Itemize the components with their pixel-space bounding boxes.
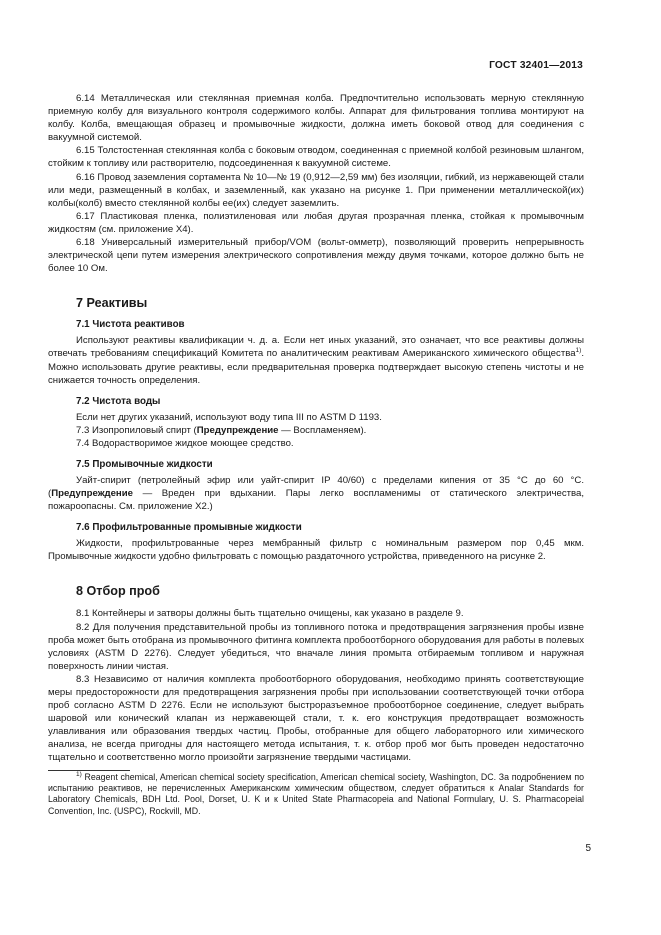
document-code-header: ГОСТ 32401—2013 xyxy=(489,60,583,71)
footnote-reference[interactable]: 1) xyxy=(575,347,582,355)
paragraph-7-5-text-b: — Вреден при вдыхании. Пары легко воспламенимы от статического электричества, пожароопасны. См. приложение Х2.) xyxy=(48,488,584,513)
paragraph-6-18: 6.18 Универсальный измерительный прибор/VOM (вольт-омметр), позволяющий проверить непрерывность электрической цепи путем измерения электрического сопротивления между двумя точками, которое должно быть не более 10 Ом. xyxy=(48,237,584,275)
subsection-7-2-heading: 7.2 Чистота воды xyxy=(76,395,161,407)
footnote-marker: 1) xyxy=(76,770,82,778)
section-8-heading: 8 Отбор проб xyxy=(76,584,160,599)
paragraph-7-1-text-a: Используют реактивы квалификации ч. д. а. Если нет иных указаний, это означает, что все реактивы должны отвечать требованиям спецификаций Комитета по аналитическим реактивам Американского химического общества xyxy=(48,335,584,360)
paragraph-6-15: 6.15 Толстостенная стеклянная колба с боковым отводом, соединенная с приемной колбой резиновым шлангом, стойким к топливу или растворителю, подсоединенная к вакуумной системе. xyxy=(48,145,584,170)
footnote-divider xyxy=(48,770,130,771)
paragraph-6-16: 6.16 Провод заземления сортамента № 10—№ 19 (0,912—2,59 мм) без изоляции, гибкий, из нержавеющей стали или меди, размещенный в колбах, и заземленный, как указано на рисунке 1. При применении металлической(их) колбы(колб) вместо стеклянной колбы ее(их) следует заземлить. xyxy=(48,171,584,209)
paragraph-7-4: 7.4 Водорастворимое жидкое моющее средство. xyxy=(76,437,294,449)
footnote xyxy=(48,772,584,818)
page-number: 5 xyxy=(585,843,591,854)
document-body xyxy=(48,92,584,817)
paragraph-6-17: 6.17 Пластиковая пленка, полиэтиленовая или любая другая прозрачная пленка, стойкая к промывочным жидкостям (см. приложение Х4). xyxy=(48,210,584,235)
paragraph-7-3-text-b: — Воспламеняем). xyxy=(278,424,367,436)
paragraph-7-3 xyxy=(48,424,584,437)
paragraph-7-5-text-a: Уайт-спирит (петролейный эфир или уайт-спирит IP 40/60) с пределами кипения от 35 °С до 60 °С. ( xyxy=(48,474,584,500)
paragraph-6-14: 6.14 Металлическая или стеклянная приемная колба. Предпочтительно использовать мерную стеклянную приемную колбу для визуального контроля содержимого колбы. Аппарат для фильтрования топлива монтируют на колбу. Колба, вмещающая образец и промывочные жидкости, должна иметь боковой отвод для соединения с вакуумной системой. xyxy=(48,93,584,144)
footnote-text: Reagent chemical, American chemical society specification, American chemical society, Washington, DC. За подробнением по испытанию реактивов, не перечисленных Американским химическим обществом, следует обратиться к Analar Standards for Laboratory Chemicals, BDH Ltd. Pool, Dorset, U. K и к United State Pharmacopeia and National Formulary, U. S. Pharmacopeial Convention, Inc. (USPC), Rockvill, MD. xyxy=(48,771,584,816)
section-7-heading: 7 Реактивы xyxy=(76,296,148,311)
paragraph-7-3-text-a: 7.3 Изопропиловый спирт ( xyxy=(76,424,197,436)
subsection-7-1-heading: 7.1 Чистота реактивов xyxy=(76,319,185,331)
warning-label: Предупреждение xyxy=(51,488,133,500)
warning-label: Предупреждение xyxy=(196,424,279,436)
paragraph-7-1 xyxy=(48,334,584,386)
paragraph-8-2: 8.2 Для получения представительной пробы из топливного потока и предотвращения загрязнения пробы извне проба может быть отобрана из промывочного фитинга комплекта пробоотборного оборудования для работы в полевых условиях (ASTM D 2276). Следует убедиться, что вначале линия промыта отбираемым топливом и наружная поверхность линии чистая. xyxy=(48,621,584,672)
paragraph-8-1: 8.1 Контейнеры и затворы должны быть тщательно очищены, как указано в разделе 9. xyxy=(76,608,464,620)
paragraph-7-6: Жидкости, профильтрованные через мембранный фильтр с номинальным размером пор 0,45 мкм. Промывочные жидкости удобно фильтровать с помощью раздаточного устройства, приведенного на рисунке 2. xyxy=(48,538,584,563)
paragraph-7-1-text-b: . Можно использовать другие реактивы, если предварительная проверка подтверждает высокую степень чистоты и не снижается точность определения. xyxy=(48,348,584,386)
paragraph-7-2: Если нет других указаний, используют воду типа III по ASTM D 1193. xyxy=(76,411,382,423)
subsection-7-5-heading: 7.5 Промывочные жидкости xyxy=(76,458,213,470)
subsection-7-6-heading: 7.6 Профильтрованные промывные жидкости xyxy=(76,522,302,534)
paragraph-7-5 xyxy=(48,474,584,513)
paragraph-8-3: 8.3 Независимо от наличия комплекта пробоотборного оборудования, необходимо принять соответствующие меры предосторожности для предотвращения загрязнения пробы при использовании соответствующей точки отбора проб согласно ASTM D 2276. Если не используют быстроразъемное пробоотборное соединение, следует выбрать шаровой или конический клапан из нержавеющей стали, т. к. его конструкция предотвращает возможность улавливания или образования твердых частиц. Пробы, отобранные для общего лабораторного или химического анализа, не всегда пригодны для настоящего метода испытания, т. к. отбор проб мог быть проведен недостаточно тщательно и соответственно могло произойти загрязнение твердыми частицами. xyxy=(48,673,584,764)
